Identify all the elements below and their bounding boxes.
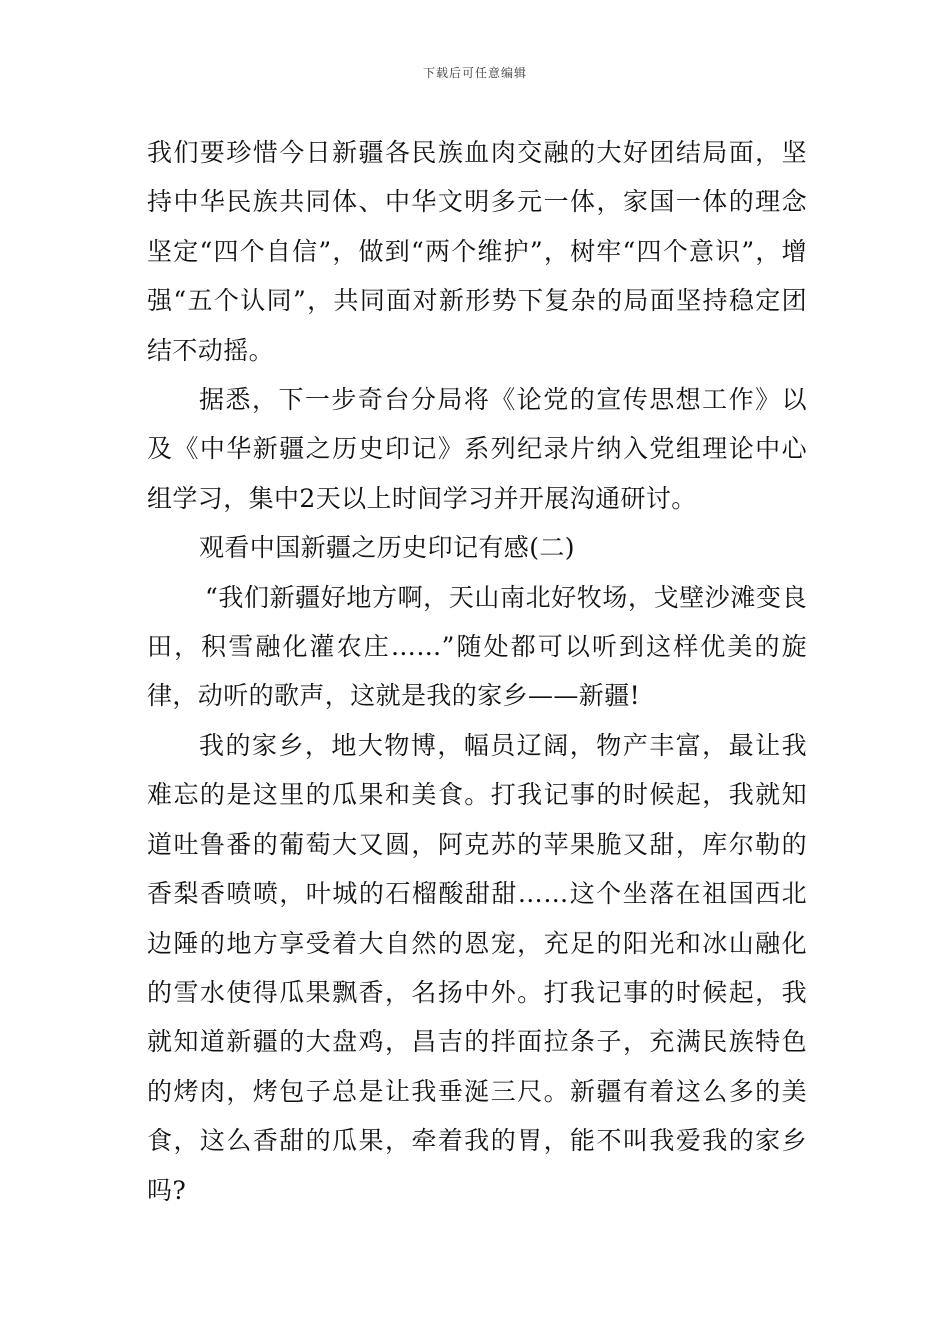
- page-header: 下载后可任意编辑: [422, 66, 527, 80]
- document-body: [147, 128, 807, 1215]
- paragraph-song-lyrics: “我们新疆好地方啊，天山南北好牧场，戈壁沙滩变良田，积雪融化灌农庄……”随处都可以听到这样优美的旋律，动听的歌声，这就是我的家乡——新疆!: [147, 582, 807, 711]
- paragraph-hometown: 我的家乡，地大物博，幅员辽阔，物产丰富，最让我难忘的是这里的瓜果和美食。打我记事的时候起，我就知道吐鲁番的葡萄大又圆，阿克苏的苹果脆又甜，库尔勒的香梨香喷喷，叶城的石榴酸甜甜……这个坐落在祖国西北边陲的地方享受着大自然的恩宠，充足的阳光和冰山融化的雪水使得瓜果飘香，名扬中外。打我记事的时候起，我就知道新疆的大盘鸡，昌吉的拌面拉条子，充满民族特色的烤肉，烤包子总是让我垂涎三尺。新疆有着这么多的美食，这么香甜的瓜果，牵着我的胃，能不叫我爱我的家乡吗?: [147, 730, 807, 1205]
- section-title: 观看中国新疆之历史印记有感(二): [199, 533, 575, 563]
- paragraph-study-plan: 据悉，下一步奇台分局将《论党的宣传思想工作》以及《中华新疆之历史印记》系列纪录片纳入党组理论中心组学习，集中2天以上时间学习并开展沟通研讨。: [147, 385, 807, 513]
- paragraph-unity: 我们要珍惜今日新疆各民族血肉交融的大好团结局面，坚持中华民族共同体、中华文明多元一体，家国一体的理念坚定“四个自信”，做到“两个维护”，树牢“四个意识”，增强“五个认同”，共同面对新形势下复杂的局面坚持稳定团结不动摇。: [147, 138, 807, 365]
